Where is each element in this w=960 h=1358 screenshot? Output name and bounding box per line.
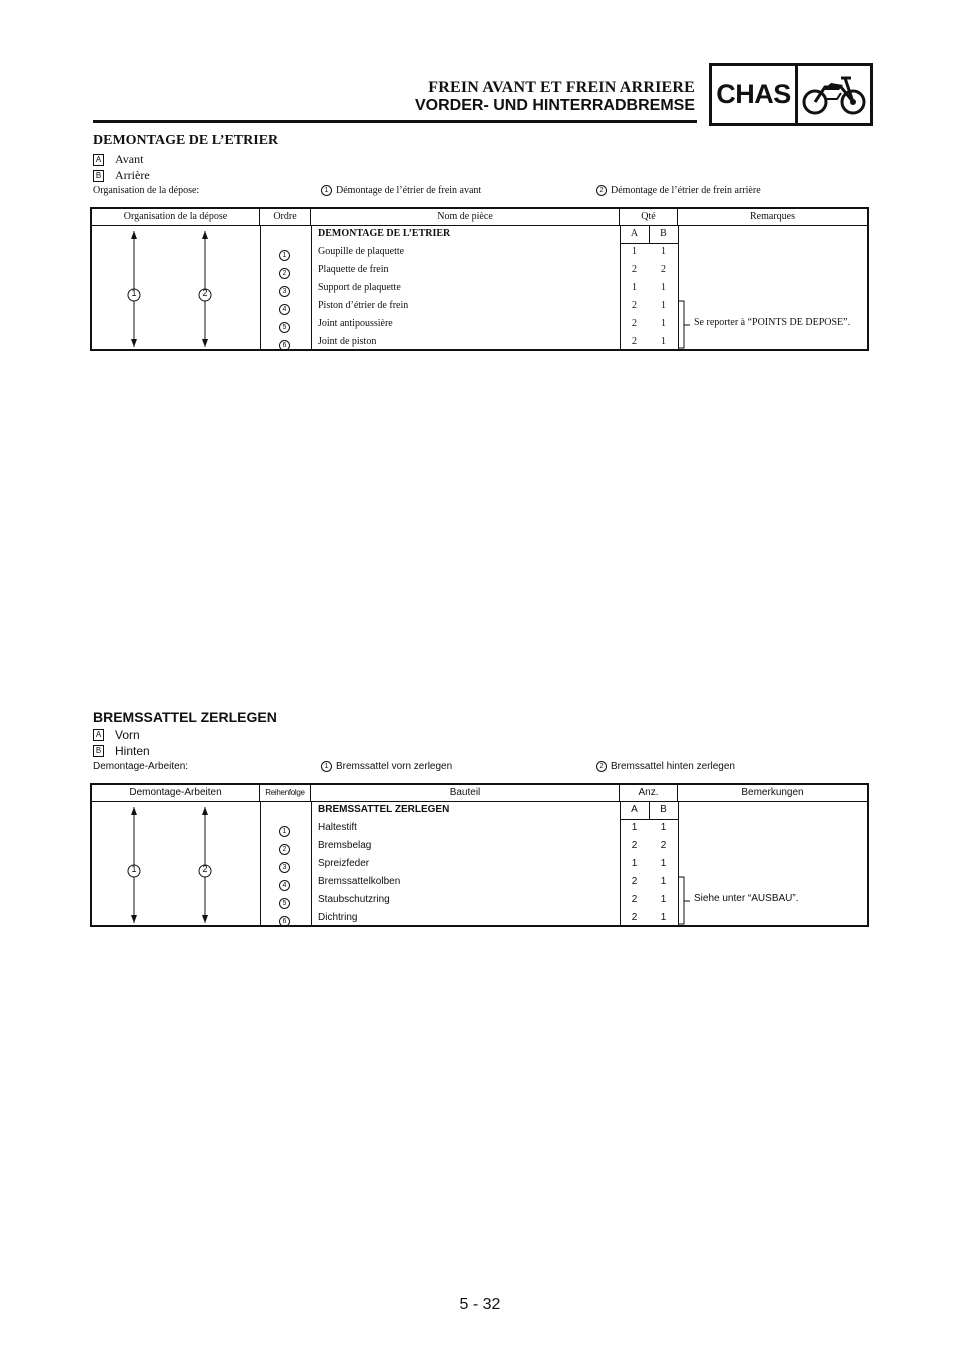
legend-b-box: B (93, 170, 104, 182)
number-3-icon: 3 (279, 862, 290, 873)
legend-b-de (93, 744, 150, 758)
qty-a: 2 (632, 336, 637, 347)
organisation-item-1: 1 Bremssattel vorn zerlegen (321, 761, 452, 772)
legend-b-box: B (93, 745, 104, 757)
organisation-line-de (93, 761, 867, 775)
page-header (415, 79, 695, 115)
number-1-icon: 1 (321, 185, 332, 196)
chapter-badge (709, 63, 873, 126)
qty-a: A (631, 804, 638, 815)
part-name: DEMONTAGE DE L’ETRIER (318, 228, 451, 239)
table-header (92, 209, 867, 226)
table-row (92, 333, 867, 351)
remark-bracket (678, 873, 692, 929)
part-name: Spreizfeder (318, 858, 370, 869)
qty-b: 2 (661, 264, 666, 275)
part-name: Bremssattelkolben (318, 876, 401, 887)
table-row (92, 909, 867, 927)
table-row (92, 243, 867, 261)
qty-b: B (660, 804, 667, 815)
qty-b: 1 (660, 894, 667, 905)
number-4-icon: 4 (279, 880, 290, 891)
header-title-de: VORDER- UND HINTERRADBREMSE (414, 97, 695, 114)
number-1-icon: 1 (279, 250, 290, 261)
table-row (92, 279, 867, 297)
header-title-fr: FREIN AVANT ET FREIN ARRIERE (428, 79, 695, 96)
legend-b-label: Hinten (115, 744, 150, 758)
organisation-line-fr (93, 185, 867, 199)
number-4-icon: 4 (279, 304, 290, 315)
part-name: Joint de piston (318, 336, 377, 347)
table-row (92, 819, 867, 837)
qty-b: 1 (660, 876, 667, 887)
qty-b: 1 (661, 246, 666, 257)
organisation-item-2: 2 Bremssattel hinten zerlegen (596, 761, 735, 772)
qty-b: 1 (661, 336, 666, 347)
col-part-name: Bauteil (311, 785, 620, 801)
col-part-name: Nom de pièce (311, 209, 620, 225)
qty-b: B (660, 228, 667, 239)
section-title-fr: DEMONTAGE DE L’ETRIER (93, 133, 279, 148)
chapter-label: CHAS (712, 66, 798, 123)
organisation-item-1: 1 Démontage de l’étrier de frein avant (321, 185, 481, 196)
table-row (92, 837, 867, 855)
number-5-icon: 5 (279, 322, 290, 333)
table-header (92, 785, 867, 802)
header-rule (93, 120, 697, 123)
number-5-icon: 5 (279, 898, 290, 909)
part-name: Plaquette de frein (318, 264, 389, 275)
qty-b: 1 (661, 318, 666, 329)
col-organisation: Demontage-Arbeiten (92, 785, 260, 801)
legend-b-label: Arrière (115, 168, 150, 182)
legend-a-label: Vorn (115, 728, 140, 742)
table-row (92, 225, 867, 243)
arrow-1-label: 1 (131, 864, 137, 874)
part-name: Haltestift (318, 822, 357, 833)
qty-b: 1 (660, 858, 667, 869)
part-name: Goupille de plaquette (318, 246, 405, 257)
col-order: Reihenfolge (260, 785, 311, 801)
remark-text: Siehe unter “AUSBAU”. (694, 893, 799, 904)
qty-a: 1 (631, 858, 638, 869)
table-row (92, 873, 867, 891)
qty-a: 2 (632, 300, 637, 311)
motorcycle-icon (798, 66, 870, 123)
remark-text: Se reporter à “POINTS DE DEPOSE”. (694, 317, 851, 328)
number-6-icon: 6 (279, 340, 290, 351)
qty-b: 1 (660, 822, 667, 833)
qty-a: 2 (632, 264, 637, 275)
legend-b-fr (93, 168, 150, 183)
arrow-2-label: 2 (202, 288, 208, 298)
number-6-icon: 6 (279, 916, 290, 927)
arrow-2-label: 2 (202, 864, 208, 874)
col-qty: Anz. (620, 785, 678, 801)
part-name: Bremsbelag (318, 840, 372, 851)
part-name: Support de plaquette (318, 282, 401, 293)
table-row (92, 261, 867, 279)
qty-a: 2 (631, 876, 638, 887)
remark-bracket (678, 297, 692, 353)
qty-b: 1 (661, 282, 666, 293)
qty-b: 1 (660, 912, 667, 923)
legend-a-de (93, 728, 140, 742)
legend-a-fr (93, 152, 143, 167)
part-name: BREMSSATTEL ZERLEGEN (318, 804, 450, 815)
qty-a: 2 (631, 894, 638, 905)
legend-a-label: Avant (115, 152, 144, 166)
legend-a-box: A (93, 154, 104, 166)
table-row (92, 297, 867, 315)
col-qty: Qté (620, 209, 678, 225)
table-row (92, 801, 867, 819)
part-name: Piston d’étrier de frein (318, 300, 409, 311)
col-remarks: Remarques (750, 211, 795, 222)
col-organisation: Organisation de la dépose (92, 209, 260, 225)
qty-a: 1 (631, 822, 638, 833)
qty-a: 1 (632, 282, 637, 293)
qty-b: 1 (661, 300, 666, 311)
qty-a: A (630, 228, 639, 239)
qty-b: 2 (660, 840, 667, 851)
legend-a-box: A (93, 729, 104, 741)
arrow-1-label: 1 (131, 288, 137, 298)
qty-a: 1 (632, 246, 637, 257)
number-2-icon: 2 (596, 185, 607, 196)
parts-table-fr (90, 207, 869, 351)
organisation-label: Organisation de la dépose: (93, 185, 200, 196)
parts-table-de (90, 783, 869, 927)
number-2-icon: 2 (279, 268, 290, 279)
organisation-label: Demontage-Arbeiten: (93, 761, 189, 772)
page-number: 5 - 32 (459, 1296, 501, 1313)
qty-a: 2 (631, 912, 638, 923)
part-name: Dichtring (318, 912, 358, 923)
number-2-icon: 2 (596, 761, 607, 772)
section-title-de: BREMSSATTEL ZERLEGEN (93, 709, 277, 725)
part-name: Staubschutzring (318, 894, 390, 905)
number-1-icon: 1 (279, 826, 290, 837)
number-1-icon: 1 (321, 761, 332, 772)
col-order: Ordre (260, 209, 311, 225)
col-remarks: Bemerkungen (741, 787, 804, 798)
qty-a: 2 (632, 318, 637, 329)
qty-a: 2 (631, 840, 638, 851)
number-3-icon: 3 (279, 286, 290, 297)
part-name: Joint antipoussière (318, 318, 393, 329)
number-2-icon: 2 (279, 844, 290, 855)
organisation-item-2: 2 Démontage de l’étrier de frein arrière (596, 185, 761, 196)
table-row (92, 855, 867, 873)
